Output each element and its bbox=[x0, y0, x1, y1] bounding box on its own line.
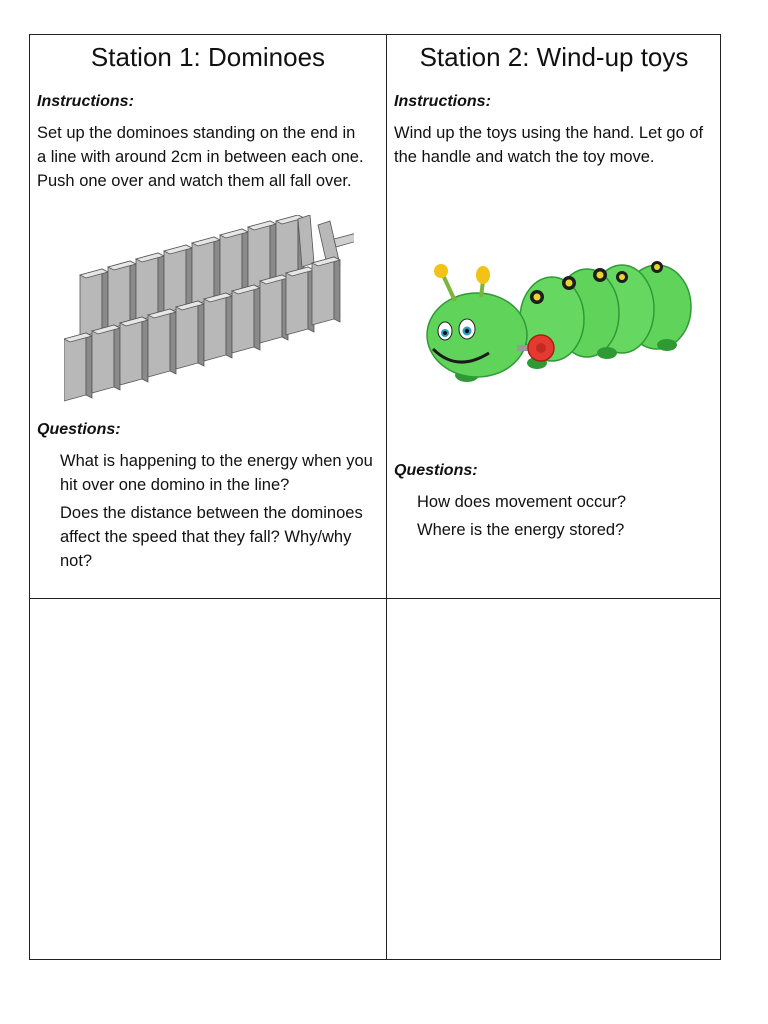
empty-cell-bottom-left bbox=[30, 599, 386, 959]
station-2-question-2: Where is the energy stored? bbox=[417, 521, 625, 539]
worksheet-grid bbox=[29, 34, 721, 960]
station-2-questions-label: Questions: bbox=[394, 462, 478, 479]
station-1-cell bbox=[30, 35, 386, 598]
dominoes-icon bbox=[64, 215, 354, 405]
station-1-title: Station 1: Dominoes bbox=[90, 42, 326, 72]
station-1-question-2: Does the distance between the dominoes affect the speed that they fall? Why/why not? bbox=[60, 504, 363, 570]
station-2-questions-list bbox=[417, 490, 713, 546]
station-2-instructions-text: Wind up the toys using the hand. Let go of the handle and watch the toy move. bbox=[394, 124, 704, 166]
empty-cell-bottom-right bbox=[387, 599, 721, 959]
caterpillar-toy-icon bbox=[417, 245, 697, 395]
station-1-questions-list bbox=[60, 449, 376, 577]
station-2-title: Station 2: Wind-up toys bbox=[419, 42, 689, 72]
station-2-question-1: How does movement occur? bbox=[417, 493, 627, 511]
station-1-questions-label: Questions: bbox=[37, 421, 121, 438]
station-2-instructions-label: Instructions: bbox=[394, 93, 491, 110]
station-1-instructions-label: Instructions: bbox=[37, 93, 134, 110]
station-2-cell bbox=[387, 35, 721, 598]
station-1-question-1: What is happening to the energy when you hit over one domino in the line? bbox=[60, 452, 373, 494]
station-1-instructions-text: Set up the dominoes standing on the end in a line with around 2cm in between each one. Push one over and watch them all fall over. bbox=[37, 124, 364, 190]
